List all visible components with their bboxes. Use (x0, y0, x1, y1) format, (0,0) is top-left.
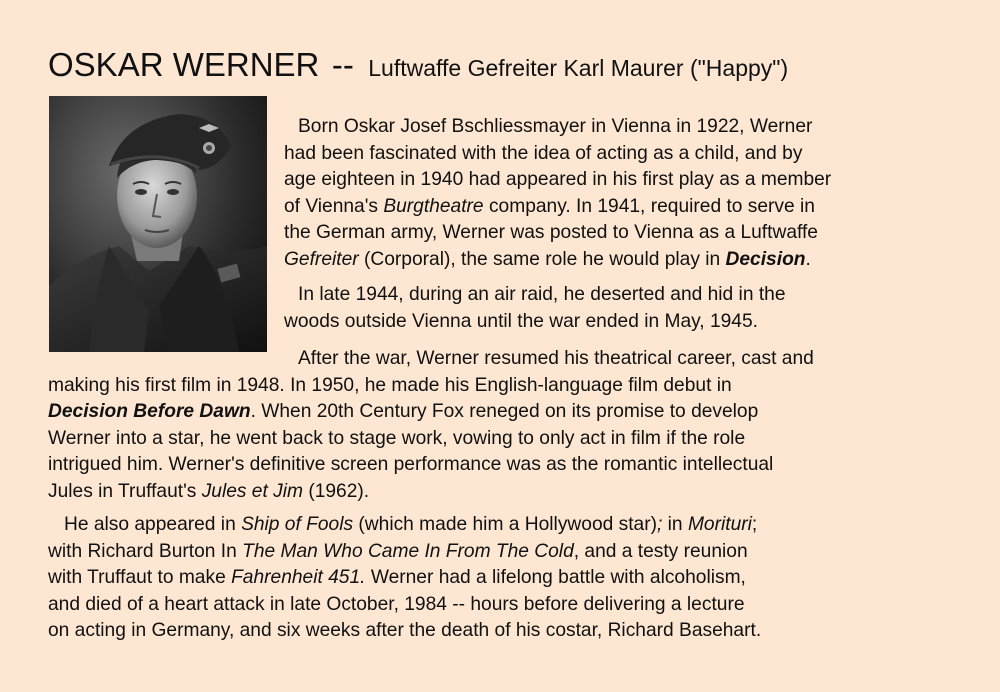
p3-line-4: Werner into a star, he went back to stage work, vowing to only act in film if the role (48, 427, 746, 449)
p3-line-6: Jules in Truffaut's Jules et Jim (1962). (48, 480, 370, 502)
jules-et-jim-title: Jules et Jim (201, 480, 303, 502)
p4-line-2: with Richard Burton In The Man Who Came In From The Cold, and a testy reunion (48, 540, 748, 562)
p1-line-3: age eighteen in 1940 had appeared in his first play as a member (284, 169, 832, 191)
p3-line-2: making his first film in 1948. In 1950, he made his English-language film debut in (48, 374, 732, 396)
p2-line-2: woods outside Vienna until the war ended in May, 1945. (284, 310, 758, 332)
paragraph-career (48, 346, 968, 506)
p1-line-4: of Vienna's Burgtheatre company. In 1941, required to serve in (284, 195, 815, 217)
decision-film-title: Decision (725, 248, 806, 270)
p1-line-1: Born Oskar Josef Bschliessmayer in Vienna in 1922, Werner (298, 116, 813, 137)
p2-line-1: In late 1944, during an air raid, he deserted and hid in the (298, 284, 786, 305)
page-title (48, 46, 788, 84)
p1-line-6: Gefreiter (Corporal), the same role he would play in Decision. (284, 248, 811, 270)
portrait-illustration (49, 96, 267, 352)
p1-line-5: the German army, Werner was posted to Vienna as a Luftwaffe (284, 222, 818, 244)
portrait-photo (49, 96, 267, 352)
p4-line-1: He also appeared in Ship of Fools (which made him a Hollywood star); in Morituri; (64, 514, 758, 535)
p3-line-1: After the war, Werner resumed his theatrical career, cast and (298, 348, 814, 369)
actor-name: OSKAR WERNER (48, 46, 320, 83)
paragraph-early-life (284, 114, 934, 274)
spy-film-title: The Man Who Came In From The Cold (242, 540, 574, 562)
character-role: Luftwaffe Gefreiter Karl Maurer ("Happy") (368, 55, 789, 81)
p4-line-5: on acting in Germany, and six weeks after the death of his costar, Richard Basehart. (48, 620, 762, 642)
gefreiter-term: Gefreiter (284, 248, 359, 270)
fahrenheit-451-title: Fahrenheit 451. (231, 567, 366, 589)
p3-line-3: Decision Before Dawn. When 20th Century Fox reneged on its promise to develop (48, 401, 759, 423)
paragraph-desertion (284, 282, 934, 335)
morituri-title: Morituri (687, 514, 752, 535)
p4-line-4: and died of a heart attack in late October, 1984 -- hours before delivering a lecture (48, 593, 745, 615)
title-separator: -- (331, 46, 354, 83)
ship-of-fools-title: Ship of Fools (241, 514, 354, 535)
p3-line-5: intrigued him. Werner's definitive screen performance was as the romantic intellectual (48, 454, 774, 476)
p4-line-3: with Truffaut to make Fahrenheit 451. Werner had a lifelong battle with alcoholism, (48, 567, 746, 589)
decision-before-dawn-title: Decision Before Dawn (48, 401, 251, 423)
p1-line-2: had been fascinated with the idea of acting as a child, and by (284, 142, 803, 164)
paragraph-later-life (48, 512, 968, 645)
burgtheatre-title: Burgtheatre (383, 195, 484, 217)
